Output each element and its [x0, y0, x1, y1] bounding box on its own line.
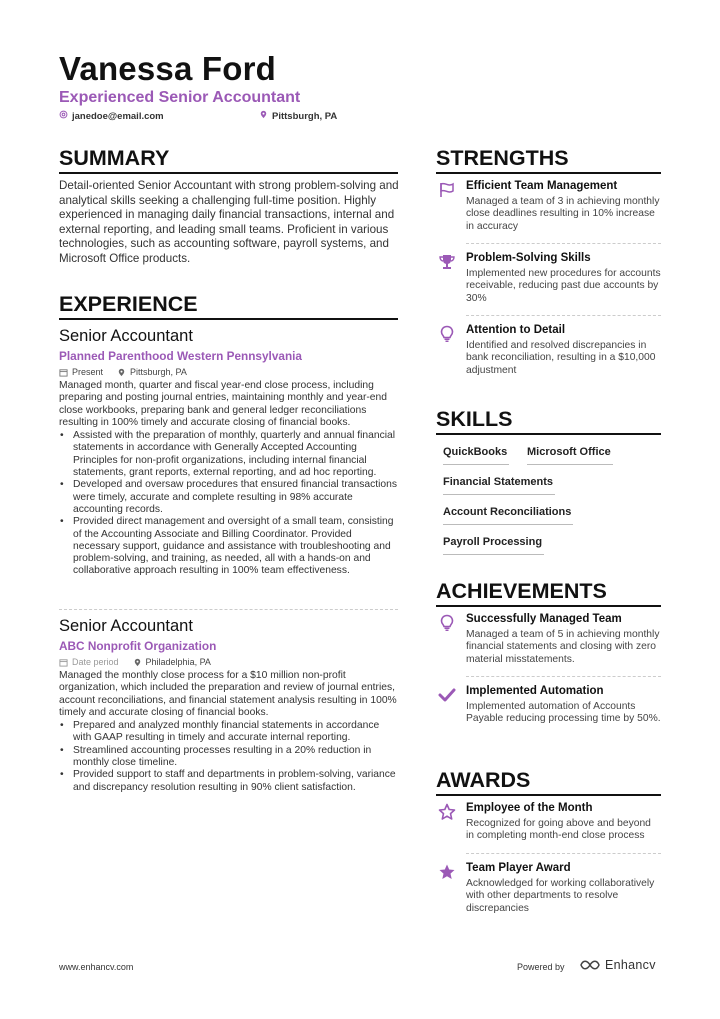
calendar-icon [59, 368, 68, 377]
list-item: • Prepared and analyzed monthly financial statements in accordance with GAAP resulting in timely and accurate internal reporting. [59, 720, 399, 745]
award-item [436, 862, 661, 915]
job-location: Pittsburgh, PA [130, 367, 187, 377]
achievement-description: Managed a team of 5 in achieving monthly financial statements and closing with zero material misstatements. [466, 629, 660, 665]
lightbulb-icon [438, 325, 458, 343]
list-item: • Provided support to staff and departments in problem-solving, variance and discrepancy resolution resulting in 90% client satisfaction. [59, 769, 399, 794]
email-text: janedoe@email.com [72, 110, 164, 122]
location-text: Pittsburgh, PA [272, 110, 338, 122]
job-description: Managed the monthly close process for a $10 million non-profit organization, which included the preparation and review of journal entries, account reconciliations, and financial statement analysis resulting in 100% timely and accurate closing of financial books. [59, 670, 397, 718]
skill-tag: Financial Statements [443, 476, 555, 495]
checkmark-icon [438, 686, 458, 704]
at-icon [59, 110, 68, 122]
achievement-item [436, 685, 661, 726]
list-item: • Provided direct management and oversight of a small team, consisting of the Accounting Associate and Billing Coordinator. Provided necessary support, guidance and assistance with troubleshooting and problem-solving, and training, as needed, all with a hands-on and collaborative approach resulting in 100% team effectiveness. [59, 516, 399, 577]
candidate-name: Vanessa Ford [59, 50, 276, 87]
item-divider [466, 315, 661, 316]
awards-heading: AWARDS [436, 768, 661, 796]
calendar-icon [59, 658, 68, 667]
achievements-heading: ACHIEVEMENTS [436, 579, 661, 607]
job-title: Senior Accountant [59, 327, 193, 345]
powered-by-label: Powered by [517, 962, 565, 972]
location-pin-icon [133, 658, 142, 667]
job-period: Present [72, 367, 104, 377]
award-item [436, 802, 661, 843]
job-bullets [59, 430, 399, 578]
achievement-title: Implemented Automation [466, 685, 604, 697]
job-divider [59, 609, 398, 610]
award-title: Employee of the Month [466, 802, 593, 814]
strength-description: Managed a team of 3 in achieving monthly close deadlines resulting in 10% increase in accuracy [466, 196, 660, 232]
strength-item [436, 180, 661, 233]
item-divider [466, 853, 661, 854]
skills-heading: SKILLS [436, 407, 661, 435]
job-bullets [59, 720, 399, 794]
award-title: Team Player Award [466, 862, 571, 874]
email-contact[interactable] [59, 110, 164, 122]
strength-item [436, 324, 661, 377]
flag-icon [438, 181, 458, 199]
skill-tag: Account Reconciliations [443, 506, 573, 525]
job-period: Date period [72, 657, 119, 667]
star-filled-icon [438, 863, 458, 881]
company-name: ABC Nonprofit Organization [59, 639, 217, 653]
list-item: • Streamlined accounting processes resulting in a 20% reduction in monthly close timeline. [59, 745, 399, 770]
achievement-title: Successfully Managed Team [466, 613, 622, 625]
award-description: Recognized for going above and beyond in completing month-end close process [466, 818, 651, 842]
location-pin-icon [117, 368, 126, 377]
star-outline-icon [438, 803, 458, 821]
summary-heading: SUMMARY [59, 146, 398, 174]
job-entry [59, 617, 399, 794]
footer-website-link[interactable]: www.enhancv.com [59, 962, 134, 972]
job-meta [59, 367, 399, 377]
skill-tag: QuickBooks [443, 446, 509, 465]
job-location: Philadelphia, PA [145, 657, 211, 667]
achievement-item [436, 613, 661, 666]
job-description: Managed month, quarter and fiscal year-end close process, including preparing and posting journal entries, maintaining monthly and year-end close workbooks, preparing bank and general ledger reconciliations resulting in 100% timely and accurate closing of financial books. [59, 380, 387, 428]
award-description: Acknowledged for working collaboratively with other departments to resolve discrepancies [466, 878, 655, 914]
job-entry [59, 327, 399, 578]
job-meta [59, 657, 399, 667]
candidate-role: Experienced Senior Accountant [59, 89, 301, 106]
lightbulb-icon [438, 614, 458, 632]
item-divider [466, 676, 661, 677]
experience-heading: EXPERIENCE [59, 292, 398, 320]
strength-description: Implemented new procedures for accounts receivable, reducing past due accounts by 30% [466, 268, 661, 304]
strengths-heading: STRENGTHS [436, 146, 661, 174]
strength-item [436, 252, 661, 305]
summary-text: Detail-oriented Senior Accountant with strong problem-solving and analytical skills seeking a challenging full-time position. Highly experienced in managing daily financial transactions, internal and external reporting, and leading small teams. Proficient in various technologies, such as accounting software, payroll systems, and Microsoft Office products. [59, 179, 399, 265]
list-item: • Assisted with the preparation of monthly, quarterly and annual financial statements in accordance with Generally Accepted Accounting Principles for non-profit organizations, including internal financial statements, grant reports, external reporting, and ad hoc reporting. [59, 430, 399, 479]
enhancv-logo[interactable] [579, 958, 656, 972]
achievement-description: Implemented automation of Accounts Payable reducing processing time by 50%. [466, 701, 661, 725]
strength-title: Problem-Solving Skills [466, 252, 591, 264]
job-title: Senior Accountant [59, 617, 193, 635]
location-contact [259, 110, 337, 122]
location-pin-icon [259, 110, 268, 122]
trophy-icon [438, 253, 458, 271]
list-item: • Developed and oversaw procedures that ensured financial transactions were timely, accurate and complete resulting in 98% accurate accounting records. [59, 479, 399, 516]
strength-title: Efficient Team Management [466, 180, 618, 192]
item-divider [466, 243, 661, 244]
strength-title: Attention to Detail [466, 324, 566, 336]
strength-description: Identified and resolved discrepancies in bank reconciliation, resulting in a $10,000 adjustment [466, 340, 656, 376]
skill-tag: Microsoft Office [527, 446, 613, 465]
brand-name: Enhancv [605, 958, 656, 972]
skill-tag: Payroll Processing [443, 536, 544, 555]
enhancv-logo-icon [579, 958, 601, 972]
company-name: Planned Parenthood Western Pennsylvania [59, 349, 302, 363]
